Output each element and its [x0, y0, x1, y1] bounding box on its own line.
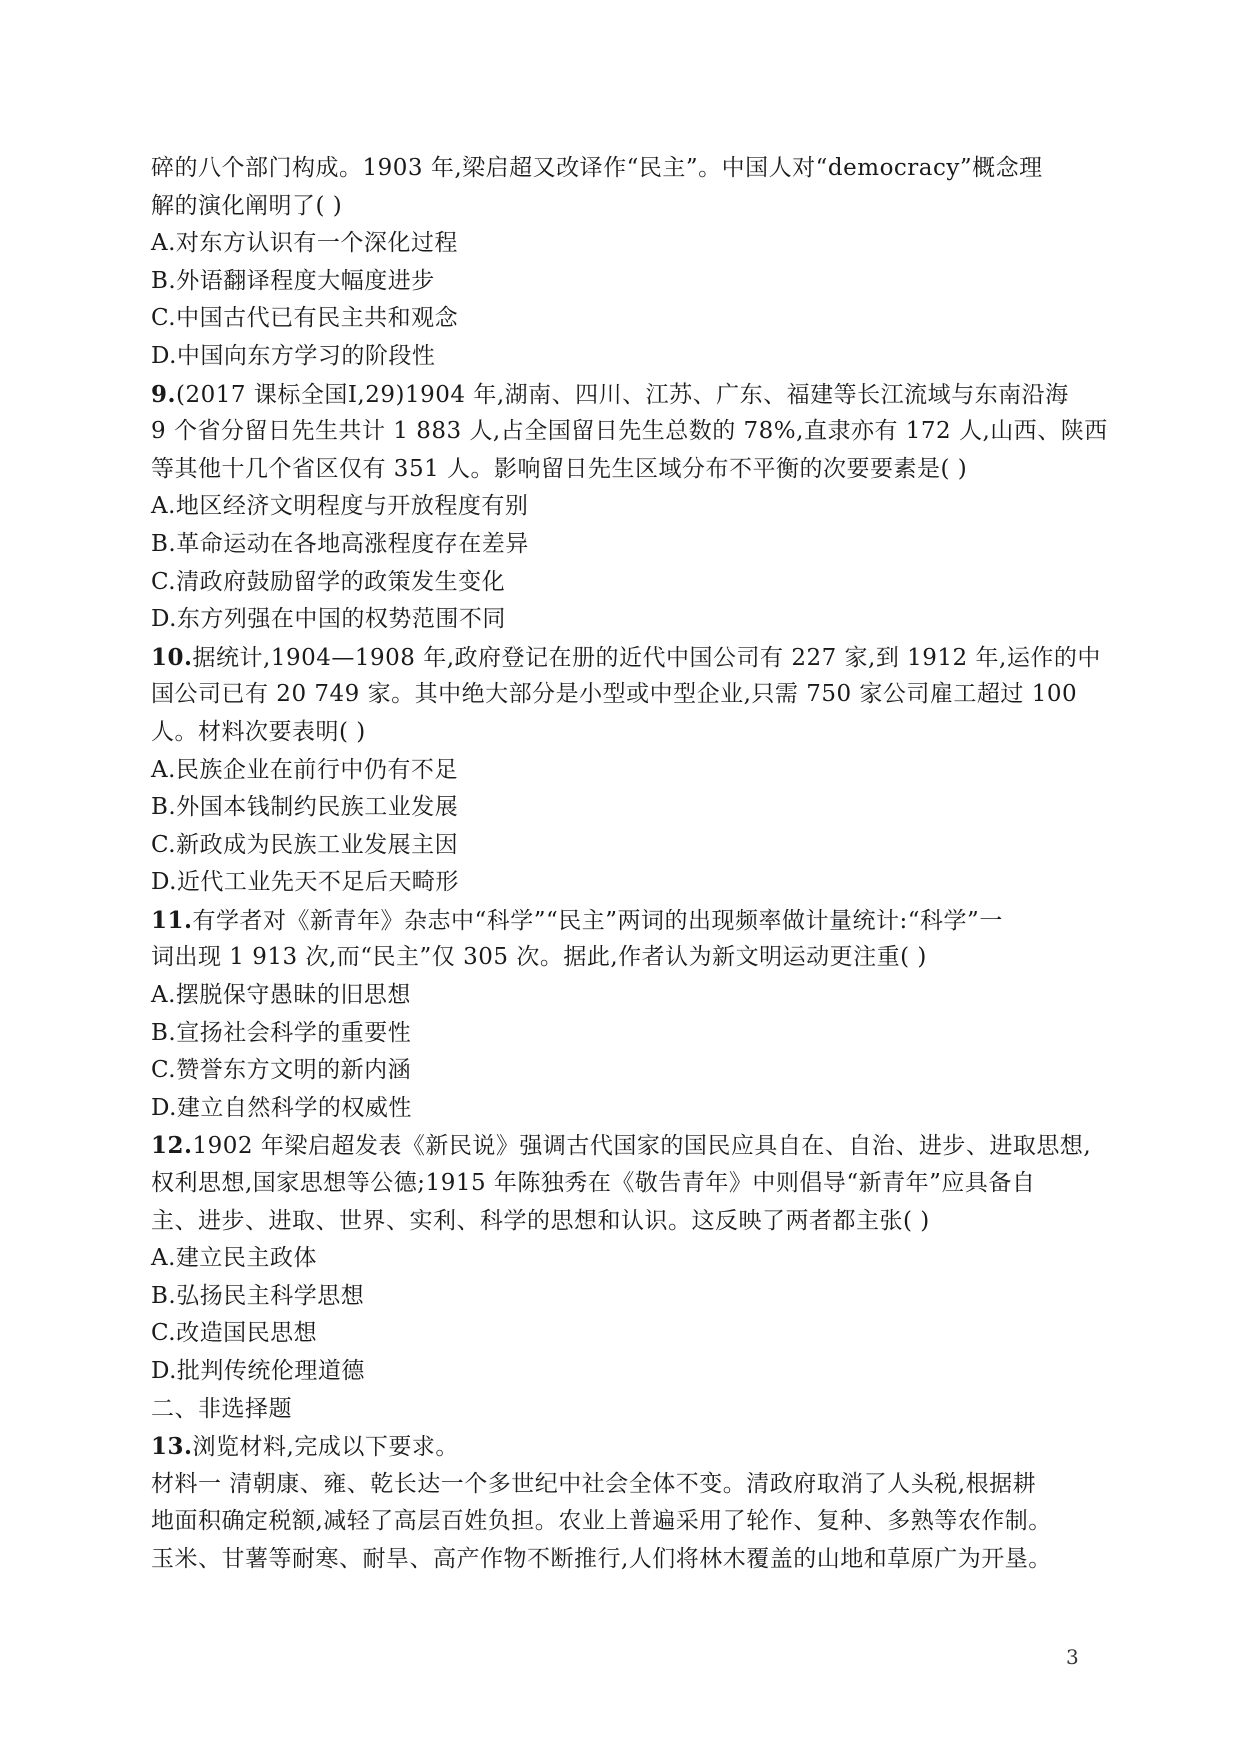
text-line: 等其他十几个省区仅有 351 人。影响留日先生区域分布不平衡的次要要素是( ) — [151, 455, 968, 482]
text-line: 人。材料次要表明( ) — [151, 718, 366, 745]
question-9: 9.(2017 课标全国Ⅰ,29)1904 年,湖南、四川、江苏、广东、福建等长江流域与东南沿海 — [151, 380, 1069, 408]
option-d: D.近代工业先天不足后天畸形 — [151, 869, 459, 896]
question-number: 12. — [151, 1132, 193, 1160]
option-d: D.东方列强在中国的权势范围不同 — [151, 606, 506, 633]
option-d: D.建立自然科学的权威性 — [151, 1094, 412, 1121]
option-b: B.宣扬社会科学的重要性 — [151, 1019, 412, 1046]
option-b: B.革命运动在各地高涨程度存在差异 — [151, 530, 529, 557]
page-number: 3 — [1066, 1645, 1079, 1669]
option-b: B.外国本钱制约民族工业发展 — [151, 794, 459, 821]
option-b: B.外语翻译程度大幅度进步 — [151, 267, 435, 294]
text-line: 主、进步、进取、世界、实利、科学的思想和认识。这反映了两者都主张( ) — [151, 1207, 930, 1234]
option-a: A.建立民主政体 — [151, 1245, 317, 1272]
material-line: 材料一 清朝康、雍、乾长达一个多世纪中社会全体不变。清政府取消了人头税,根据耕 — [151, 1470, 1037, 1497]
text-line: 词出现 1 913 次,而“民主”仅 305 次。据此,作者认为新文明运动更注重( ) — [151, 944, 927, 971]
option-c: C.改造国民思想 — [151, 1320, 318, 1347]
question-11: 11.有学者对《新青年》杂志中“科学”“民主”两词的出现频率做计量统计:“科学”一 — [151, 906, 1003, 934]
document-body — [151, 150, 1108, 1579]
text-line: 解的演化阐明了( ) — [151, 192, 343, 219]
option-c: C.赞誉东方文明的新内涵 — [151, 1057, 412, 1084]
option-b: B.弘扬民主科学思想 — [151, 1282, 365, 1309]
option-a: A.对东方认识有一个深化过程 — [151, 230, 458, 257]
material-line: 地面积确定税额,减轻了高层百姓负担。农业上普遍采用了轮作、复种、多熟等农作制。 — [151, 1508, 1052, 1535]
question-number: 10. — [151, 643, 193, 671]
text-line: 碎的八个部门构成。1903 年,梁启超又改译作“民主”。中国人对“democracy”概念理 — [151, 155, 1043, 181]
option-d: D.中国向东方学习的阶段性 — [151, 342, 436, 369]
question-12: 12.1902 年梁启超发表《新民说》强调古代国家的国民应具自在、自治、进步、进取思想, — [151, 1132, 1092, 1160]
text-line: 权利思想,国家思想等公德;1915 年陈独秀在《敬告青年》中则倡导“新青年”应具备自 — [151, 1170, 1036, 1197]
question-number: 13. — [151, 1433, 193, 1461]
material-line: 玉米、甘薯等耐寒、耐旱、高产作物不断推行,人们将林木覆盖的山地和草原广为开垦。 — [151, 1545, 1052, 1572]
option-d: D.批判传统伦理道德 — [151, 1358, 365, 1384]
section-heading: 二、非选择题 — [151, 1395, 292, 1422]
text-line: 9 个省分留日先生共计 1 883 人,占全国留日先生总数的 78%,直隶亦有 172 人,山西、陕西 — [151, 418, 1108, 445]
question-number: 9. — [151, 380, 177, 408]
option-a: A.地区经济文明程度与开放程度有别 — [151, 493, 529, 520]
option-a: A.摆脱保守愚昧的旧思想 — [151, 982, 411, 1009]
option-c: C.中国古代已有民主共和观念 — [151, 305, 459, 332]
option-a: A.民族企业在前行中仍有不足 — [151, 756, 458, 783]
text-line: 国公司已有 20 749 家。其中绝大部分是小型或中型企业,只需 750 家公司雇工超过 100 — [151, 681, 1078, 708]
question-number: 11. — [151, 906, 193, 934]
question-10: 10.据统计,1904—1908 年,政府登记在册的近代中国公司有 227 家,到 1912 年,运作的中 — [151, 643, 1101, 671]
option-c: C.清政府鼓励留学的政策发生变化 — [151, 568, 506, 595]
question-13: 13.浏览材料,完成以下要求。 — [151, 1433, 459, 1461]
option-c: C.新政成为民族工业发展主因 — [151, 831, 459, 858]
